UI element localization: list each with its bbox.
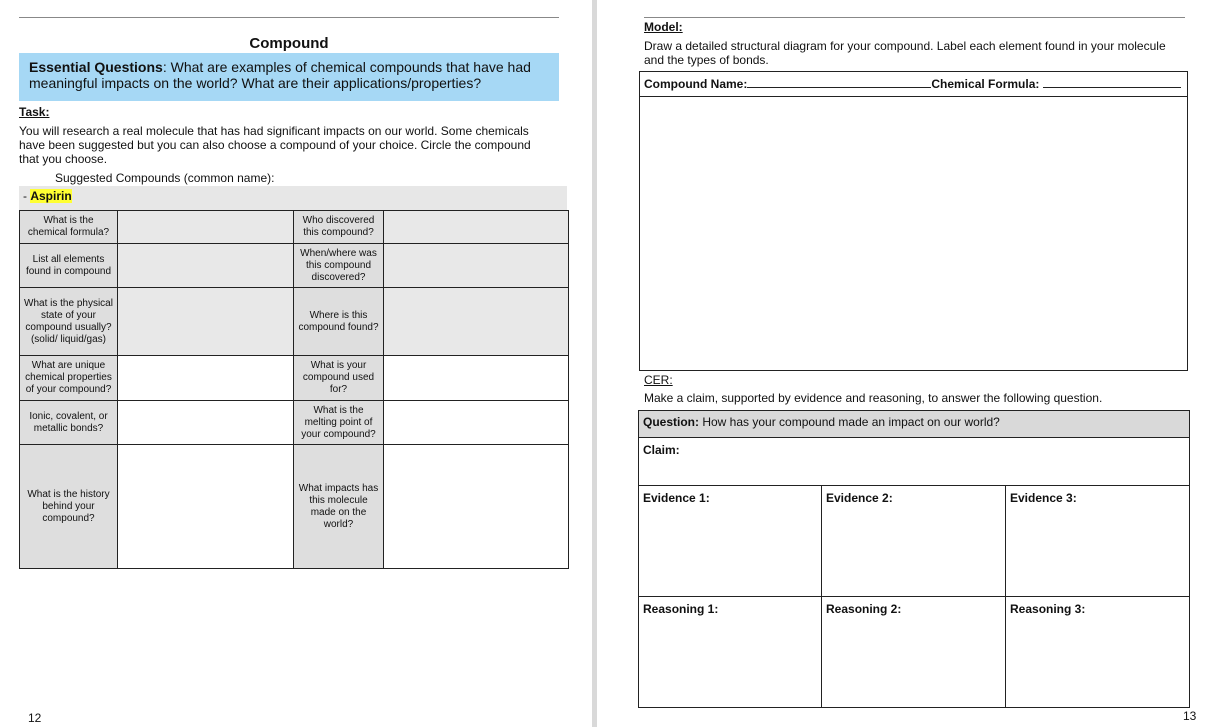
answer-cell[interactable] [118, 211, 294, 244]
claim-cell[interactable] [639, 438, 1190, 486]
evidence-cell-3[interactable] [1006, 486, 1190, 597]
answer-cell[interactable] [118, 356, 294, 401]
claim-row [639, 438, 1190, 486]
top-rule [644, 17, 1185, 18]
page-number: 13 [1183, 709, 1197, 723]
cer-heading: CER: [644, 373, 673, 387]
answer-cell[interactable] [384, 211, 569, 244]
essential-questions-label: Essential Questions [29, 59, 163, 75]
cer-instructions: Make a claim, supported by evidence and reasoning, to answer the following question. [644, 391, 1103, 405]
evidence-cell-1[interactable] [639, 486, 822, 597]
evidence-label: Evidence 1: [643, 491, 710, 505]
answer-cell[interactable] [384, 445, 569, 569]
evidence-row [639, 486, 1190, 597]
top-rule [19, 17, 559, 18]
question-row [639, 411, 1190, 438]
question-cell: Who discovered this compound? [294, 211, 384, 244]
table-row [20, 288, 569, 356]
suggested-compounds-label: Suggested Compounds (common name): [55, 171, 275, 185]
suggested-compound-list [19, 186, 567, 210]
cer-table [638, 410, 1190, 708]
question-text: How has your compound made an impact on our world? [699, 415, 1000, 429]
table-row [20, 356, 569, 401]
question-cell: List all elements found in compound [20, 244, 118, 288]
question-cell: When/where was this compound discovered? [294, 244, 384, 288]
answer-cell[interactable] [384, 244, 569, 288]
question-cell [639, 411, 1190, 438]
chemical-formula-line[interactable] [1043, 77, 1181, 88]
answer-cell[interactable] [118, 445, 294, 569]
table-row [20, 401, 569, 445]
task-heading: Task: [19, 105, 50, 119]
reasoning-label: Reasoning 2: [826, 602, 902, 616]
reasoning-cell-1[interactable] [639, 597, 822, 708]
essential-questions-text: : What are examples of chemical compounds that have had meaningful impacts on the world? What are their applications/properties? [29, 59, 531, 91]
evidence-cell-2[interactable] [822, 486, 1006, 597]
essential-questions-box [19, 53, 559, 101]
chemical-formula-label: Chemical Formula: [931, 77, 1040, 91]
answer-cell[interactable] [384, 288, 569, 356]
task-text: You will research a real molecule that has had significant impacts on our world. Some chemicals have been suggested but you can also choose a compound of your choice. Circle the compound that you choose. [19, 124, 531, 166]
compound-aspirin[interactable]: Aspirin [30, 189, 72, 203]
right-page [597, 0, 1217, 727]
table-row [20, 211, 569, 244]
answer-cell[interactable] [384, 401, 569, 445]
model-drawing-box [639, 71, 1188, 371]
answer-cell[interactable] [118, 401, 294, 445]
table-row [20, 445, 569, 569]
evidence-label: Evidence 2: [826, 491, 893, 505]
question-cell: What impacts has this molecule made on the world? [294, 445, 384, 569]
reasoning-label: Reasoning 3: [1010, 602, 1086, 616]
question-cell: What is the history behind your compound? [20, 445, 118, 569]
question-cell: What are unique chemical properties of your compound? [20, 356, 118, 401]
reasoning-label: Reasoning 1: [643, 602, 719, 616]
research-table [19, 210, 569, 569]
model-heading: Model: [644, 20, 683, 34]
answer-cell[interactable] [118, 288, 294, 356]
left-page [0, 0, 592, 727]
table-row [20, 244, 569, 288]
question-label: Question: [643, 415, 699, 429]
question-cell: What is your compound used for? [294, 356, 384, 401]
answer-cell[interactable] [118, 244, 294, 288]
model-instructions: Draw a detailed structural diagram for your compound. Label each element found in your molecule and the types of bonds. [644, 39, 1166, 67]
drawing-area[interactable] [640, 97, 1187, 369]
reasoning-cell-2[interactable] [822, 597, 1006, 708]
list-bullet: - [23, 189, 31, 203]
claim-label: Claim: [643, 443, 680, 457]
answer-cell[interactable] [384, 356, 569, 401]
reasoning-row [639, 597, 1190, 708]
evidence-label: Evidence 3: [1010, 491, 1077, 505]
question-cell: What is the melting point of your compound? [294, 401, 384, 445]
model-box-header [640, 72, 1187, 97]
question-cell: What is the physical state of your compound usually? (solid/ liquid/gas) [20, 288, 118, 356]
page-title: Compound [249, 35, 329, 52]
page-number: 12 [28, 711, 42, 725]
compound-name-label: Compound Name: [644, 77, 748, 91]
reasoning-cell-3[interactable] [1006, 597, 1190, 708]
question-cell: Where is this compound found? [294, 288, 384, 356]
compound-name-line[interactable] [747, 77, 931, 88]
question-cell: What is the chemical formula? [20, 211, 118, 244]
question-cell: Ionic, covalent, or metallic bonds? [20, 401, 118, 445]
